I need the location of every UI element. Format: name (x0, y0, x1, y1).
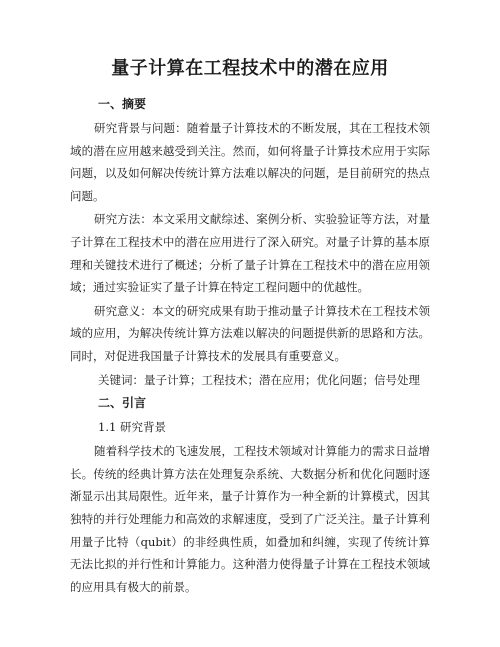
research-background-subheading: 1.1 研究背景 (98, 420, 166, 435)
keywords-line: 关键词：量子计算；工程技术；潜在应用；优化问题；信号处理 (98, 372, 420, 387)
abstract-heading: 一、摘要 (98, 97, 147, 111)
abstract-methods-paragraph: 研究方法：本文采用文献综述、案例分析、实验验证等方法，对量子计算在工程技术中的潜在应用进行了深入研究。对量子计算的基本原理和关键技术进行了概述；分析了量子计算在工程技术中的潜在应用领域；通过实验证实了量子计算在特定工程问题中的优越性。 (70, 212, 430, 295)
document-title: 量子计算在工程技术中的潜在应用 (111, 58, 389, 79)
document-body (70, 93, 430, 599)
intro-heading: 二、引言 (98, 396, 147, 411)
abstract-background-paragraph: 研究背景与问题：随着量子计算技术的不断发展，其在工程技术领域的潜在应用越来越受到关注。然而，如何将量子计算技术应用于实际问题，以及如何解决传统计算方法难以解决的问题，是目前研究的热点问题。 (70, 121, 430, 203)
research-background-paragraph: 随着科学技术的飞速发展，工程技术领域对计算能力的需求日益增长。传统的经典计算方法在处理复杂系统、大数据分析和优化问题时逐渐显示出其局限性。近年来，量子计算作为一种全新的计算模式，因其独特的并行处理能力和高效的求解速度，受到了广泛关注。量子计算利用量子比特（qubit）的非经典性质，如叠加和纠缠，实现了传统计算无法比拟的并行性和计算能力。这种潜力使得量子计算在工程技术领域的应用具有极大的前景。 (70, 444, 430, 594)
abstract-significance-paragraph: 研究意义：本文的研究成果有助于推动量子计算技术在工程技术领域的应用，为解决传统计算方法难以解决的问题提供新的思路和方法。同时，对促进我国量子计算技术的发展具有重要意义。 (70, 303, 430, 363)
